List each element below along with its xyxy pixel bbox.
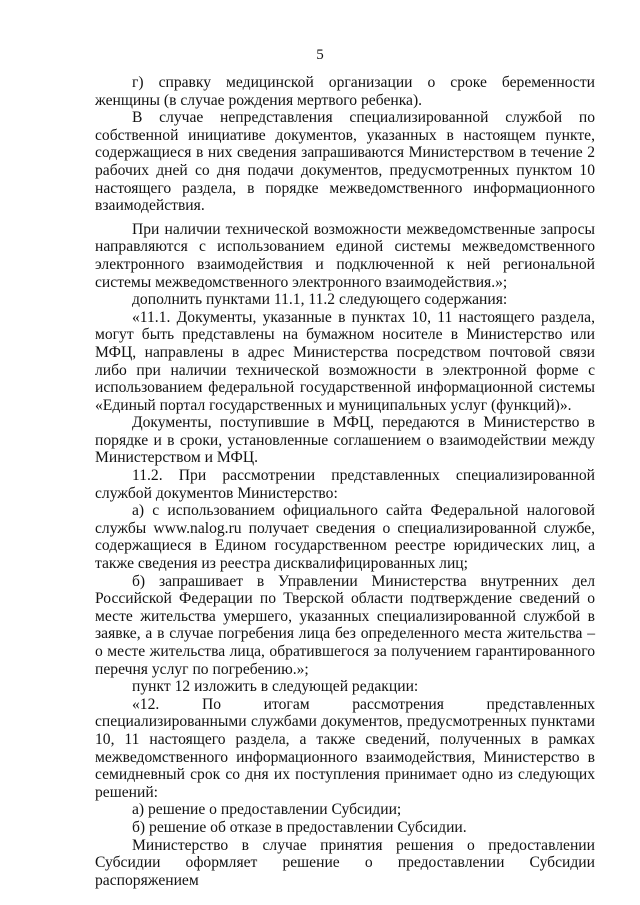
paragraph-8: а) с использованием официального сайта Федеральной налоговой службы www.nalog.ru получает сведения о специализированной службе, содержащиеся в Едином государственном реестре юридических лиц, а также сведения из реестра дисквалифицированных лиц; [95, 502, 595, 573]
paragraph-9: б) запрашивает в Управлении Министерства внутренних дел Российской Федерации по Тверской области подтверждение сведений о месте жительства умершего, указанных специализированной службой в заявке, а в случае погребения лица без определенного места жительства – о месте жительства лица, обратившегося за получением гарантированного перечня услуг по погребению.»; [95, 572, 595, 678]
paragraph-4: дополнить пунктами 11.1, 11.2 следующего содержания: [132, 291, 508, 309]
paragraph-13: б) решение об отказе в предоставлении Субсидии. [132, 818, 467, 836]
paragraph-1: г) справку медицинской организации о сроке беременности женщины (в случае рождения мертвого ребенка). [95, 74, 595, 109]
paragraph-12: а) решение о предоставлении Субсидии; [132, 801, 402, 819]
paragraph-14: Министерство в случае принятия решения о предоставлении Субсидии оформляет решение о предоставлении Субсидии распоряжением [95, 836, 595, 889]
document-body [95, 74, 595, 889]
paragraph-3: При наличии технической возможности межведомственные запросы направляются с использованием единой системы межведомственного электронного взаимодействия и подключенной к ней региональной системы межведомственного электронного взаимодействия.»; [95, 220, 595, 291]
page-number: 5 [316, 47, 324, 63]
paragraph-10: пункт 12 изложить в следующей редакции: [132, 678, 419, 696]
paragraph-7: 11.2. При рассмотрении представленных специализированной службой документов Министерство: [95, 467, 595, 502]
paragraph-11: «12. По итогам рассмотрения представленных специализированными службами документов, предусмотренных пунктами 10, 11 настоящего раздела, а также сведений, полученных в рамках межведомственного информационного взаимодействия, Министерство в семидневный срок со дня их поступления принимает одно из следующих решений: [95, 695, 595, 801]
paragraph-2: В случае непредставления специализированной службой по собственной инициативе документов, указанных в настоящем пункте, содержащиеся в них сведения запрашиваются Министерством в течение 2 рабочих дней со дня подачи документов, предусмотренных пунктом 10 настоящего раздела, в порядке межведомственного информационного взаимодействия. [95, 109, 595, 215]
paragraph-5: «11.1. Документы, указанные в пунктах 10, 11 настоящего раздела, могут быть представлены на бумажном носителе в Министерство или МФЦ, направлены в адрес Министерства посредством почтовой связи либо при наличии технической возможности в электронной форме с использованием федеральной государственной информационной системы «Единый портал государственных и муниципальных услуг (функций)». [95, 308, 595, 414]
paragraph-6: Документы, поступившие в МФЦ, передаются в Министерство в порядке и в сроки, установленные соглашением о взаимодействии между Министерством и МФЦ. [95, 414, 595, 467]
